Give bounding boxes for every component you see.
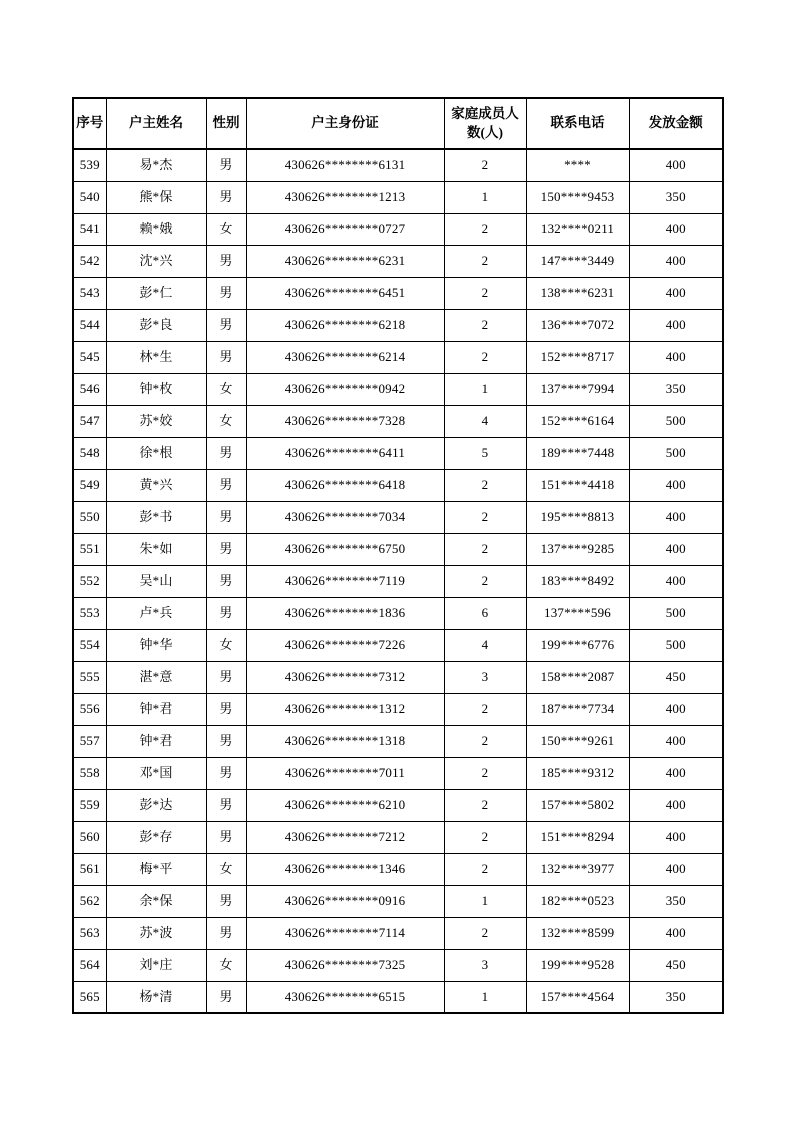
table-row bbox=[73, 949, 723, 981]
cell-gender: 男 bbox=[206, 821, 246, 853]
cell-serial: 548 bbox=[73, 437, 106, 469]
cell-phone: 137****596 bbox=[526, 597, 629, 629]
cell-members: 2 bbox=[444, 469, 526, 501]
table-row bbox=[73, 533, 723, 565]
cell-name: 林*生 bbox=[106, 341, 206, 373]
cell-amount: 400 bbox=[629, 149, 723, 181]
cell-phone: 132****0211 bbox=[526, 213, 629, 245]
cell-amount: 400 bbox=[629, 501, 723, 533]
cell-members: 5 bbox=[444, 437, 526, 469]
cell-members: 4 bbox=[444, 405, 526, 437]
cell-serial: 556 bbox=[73, 693, 106, 725]
cell-phone: 147****3449 bbox=[526, 245, 629, 277]
cell-members: 3 bbox=[444, 661, 526, 693]
cell-members: 2 bbox=[444, 853, 526, 885]
table-row bbox=[73, 981, 723, 1013]
header-serial: 序号 bbox=[73, 98, 106, 149]
cell-gender: 女 bbox=[206, 629, 246, 661]
cell-id: 430626********7312 bbox=[246, 661, 444, 693]
cell-phone: 132****8599 bbox=[526, 917, 629, 949]
cell-id: 430626********7034 bbox=[246, 501, 444, 533]
cell-name: 余*保 bbox=[106, 885, 206, 917]
cell-id: 430626********7119 bbox=[246, 565, 444, 597]
cell-members: 2 bbox=[444, 245, 526, 277]
cell-name: 钟*君 bbox=[106, 693, 206, 725]
cell-name: 卢*兵 bbox=[106, 597, 206, 629]
table-row bbox=[73, 309, 723, 341]
cell-members: 2 bbox=[444, 789, 526, 821]
cell-serial: 540 bbox=[73, 181, 106, 213]
header-amount: 发放金额 bbox=[629, 98, 723, 149]
cell-serial: 547 bbox=[73, 405, 106, 437]
table-body bbox=[73, 149, 723, 1013]
cell-id: 430626********1213 bbox=[246, 181, 444, 213]
cell-id: 430626********6214 bbox=[246, 341, 444, 373]
cell-id: 430626********6750 bbox=[246, 533, 444, 565]
table-row bbox=[73, 725, 723, 757]
cell-phone: 132****3977 bbox=[526, 853, 629, 885]
cell-phone: 157****4564 bbox=[526, 981, 629, 1013]
cell-gender: 女 bbox=[206, 405, 246, 437]
cell-serial: 557 bbox=[73, 725, 106, 757]
cell-members: 2 bbox=[444, 725, 526, 757]
cell-id: 430626********6218 bbox=[246, 309, 444, 341]
cell-id: 430626********7011 bbox=[246, 757, 444, 789]
cell-name: 钟*枚 bbox=[106, 373, 206, 405]
cell-id: 430626********1836 bbox=[246, 597, 444, 629]
cell-members: 4 bbox=[444, 629, 526, 661]
cell-phone: 137****9285 bbox=[526, 533, 629, 565]
cell-amount: 400 bbox=[629, 565, 723, 597]
cell-serial: 558 bbox=[73, 757, 106, 789]
cell-gender: 男 bbox=[206, 469, 246, 501]
cell-id: 430626********7328 bbox=[246, 405, 444, 437]
cell-gender: 男 bbox=[206, 885, 246, 917]
cell-members: 2 bbox=[444, 341, 526, 373]
cell-phone: 152****8717 bbox=[526, 341, 629, 373]
cell-name: 吴*山 bbox=[106, 565, 206, 597]
cell-id: 430626********1346 bbox=[246, 853, 444, 885]
cell-members: 2 bbox=[444, 277, 526, 309]
cell-amount: 400 bbox=[629, 341, 723, 373]
cell-amount: 400 bbox=[629, 757, 723, 789]
cell-phone: 150****9453 bbox=[526, 181, 629, 213]
cell-phone: 182****0523 bbox=[526, 885, 629, 917]
cell-phone: 157****5802 bbox=[526, 789, 629, 821]
cell-gender: 男 bbox=[206, 693, 246, 725]
cell-serial: 559 bbox=[73, 789, 106, 821]
cell-serial: 552 bbox=[73, 565, 106, 597]
cell-id: 430626********1318 bbox=[246, 725, 444, 757]
cell-name: 钟*君 bbox=[106, 725, 206, 757]
cell-gender: 男 bbox=[206, 917, 246, 949]
cell-gender: 男 bbox=[206, 661, 246, 693]
cell-id: 430626********6210 bbox=[246, 789, 444, 821]
cell-phone: 137****7994 bbox=[526, 373, 629, 405]
header-phone: 联系电话 bbox=[526, 98, 629, 149]
cell-members: 1 bbox=[444, 373, 526, 405]
cell-members: 2 bbox=[444, 149, 526, 181]
table-row bbox=[73, 213, 723, 245]
cell-serial: 564 bbox=[73, 949, 106, 981]
cell-phone: 195****8813 bbox=[526, 501, 629, 533]
cell-serial: 551 bbox=[73, 533, 106, 565]
cell-serial: 560 bbox=[73, 821, 106, 853]
header-members: 家庭成员人数(人) bbox=[444, 98, 526, 149]
cell-phone: 189****7448 bbox=[526, 437, 629, 469]
cell-serial: 555 bbox=[73, 661, 106, 693]
cell-amount: 400 bbox=[629, 725, 723, 757]
cell-gender: 女 bbox=[206, 949, 246, 981]
table-row bbox=[73, 501, 723, 533]
table-row bbox=[73, 789, 723, 821]
cell-name: 彭*仁 bbox=[106, 277, 206, 309]
beneficiary-table bbox=[72, 97, 724, 1014]
cell-name: 苏*姣 bbox=[106, 405, 206, 437]
cell-serial: 539 bbox=[73, 149, 106, 181]
cell-name: 杨*清 bbox=[106, 981, 206, 1013]
cell-serial: 563 bbox=[73, 917, 106, 949]
cell-gender: 女 bbox=[206, 213, 246, 245]
cell-amount: 400 bbox=[629, 917, 723, 949]
cell-id: 430626********6131 bbox=[246, 149, 444, 181]
cell-gender: 男 bbox=[206, 149, 246, 181]
cell-amount: 400 bbox=[629, 821, 723, 853]
cell-id: 430626********7226 bbox=[246, 629, 444, 661]
cell-gender: 男 bbox=[206, 597, 246, 629]
cell-serial: 546 bbox=[73, 373, 106, 405]
cell-members: 2 bbox=[444, 213, 526, 245]
cell-phone: 185****9312 bbox=[526, 757, 629, 789]
cell-name: 赖*娥 bbox=[106, 213, 206, 245]
table-row bbox=[73, 821, 723, 853]
cell-gender: 男 bbox=[206, 725, 246, 757]
cell-id: 430626********6451 bbox=[246, 277, 444, 309]
table-row bbox=[73, 405, 723, 437]
cell-gender: 男 bbox=[206, 277, 246, 309]
cell-gender: 男 bbox=[206, 981, 246, 1013]
cell-amount: 500 bbox=[629, 405, 723, 437]
cell-members: 1 bbox=[444, 885, 526, 917]
table-row bbox=[73, 277, 723, 309]
cell-serial: 561 bbox=[73, 853, 106, 885]
cell-name: 黄*兴 bbox=[106, 469, 206, 501]
cell-phone: **** bbox=[526, 149, 629, 181]
cell-name: 湛*意 bbox=[106, 661, 206, 693]
cell-gender: 男 bbox=[206, 789, 246, 821]
cell-id: 430626********6418 bbox=[246, 469, 444, 501]
table-row bbox=[73, 629, 723, 661]
cell-amount: 400 bbox=[629, 277, 723, 309]
cell-serial: 541 bbox=[73, 213, 106, 245]
cell-serial: 565 bbox=[73, 981, 106, 1013]
table-row bbox=[73, 149, 723, 181]
cell-amount: 400 bbox=[629, 309, 723, 341]
cell-members: 6 bbox=[444, 597, 526, 629]
cell-amount: 400 bbox=[629, 533, 723, 565]
cell-members: 2 bbox=[444, 565, 526, 597]
table-row bbox=[73, 181, 723, 213]
cell-gender: 男 bbox=[206, 501, 246, 533]
cell-gender: 男 bbox=[206, 309, 246, 341]
cell-amount: 500 bbox=[629, 597, 723, 629]
header-name: 户主姓名 bbox=[106, 98, 206, 149]
cell-serial: 543 bbox=[73, 277, 106, 309]
table-row bbox=[73, 853, 723, 885]
cell-members: 2 bbox=[444, 501, 526, 533]
cell-name: 彭*达 bbox=[106, 789, 206, 821]
cell-gender: 女 bbox=[206, 373, 246, 405]
cell-members: 3 bbox=[444, 949, 526, 981]
cell-amount: 500 bbox=[629, 437, 723, 469]
cell-serial: 545 bbox=[73, 341, 106, 373]
table-row bbox=[73, 373, 723, 405]
table-row bbox=[73, 885, 723, 917]
cell-members: 1 bbox=[444, 181, 526, 213]
table-row bbox=[73, 917, 723, 949]
cell-phone: 151****8294 bbox=[526, 821, 629, 853]
cell-amount: 350 bbox=[629, 373, 723, 405]
cell-id: 430626********0727 bbox=[246, 213, 444, 245]
cell-id: 430626********7114 bbox=[246, 917, 444, 949]
cell-phone: 199****9528 bbox=[526, 949, 629, 981]
cell-id: 430626********7325 bbox=[246, 949, 444, 981]
cell-gender: 女 bbox=[206, 853, 246, 885]
cell-gender: 男 bbox=[206, 757, 246, 789]
header-row bbox=[73, 98, 723, 149]
table-row bbox=[73, 565, 723, 597]
cell-gender: 男 bbox=[206, 565, 246, 597]
cell-name: 彭*书 bbox=[106, 501, 206, 533]
cell-members: 2 bbox=[444, 821, 526, 853]
cell-phone: 151****4418 bbox=[526, 469, 629, 501]
cell-phone: 152****6164 bbox=[526, 405, 629, 437]
cell-gender: 男 bbox=[206, 245, 246, 277]
cell-gender: 男 bbox=[206, 341, 246, 373]
cell-members: 2 bbox=[444, 309, 526, 341]
cell-id: 430626********6515 bbox=[246, 981, 444, 1013]
cell-name: 邓*国 bbox=[106, 757, 206, 789]
cell-name: 彭*良 bbox=[106, 309, 206, 341]
cell-name: 刘*庄 bbox=[106, 949, 206, 981]
cell-id: 430626********0942 bbox=[246, 373, 444, 405]
cell-phone: 136****7072 bbox=[526, 309, 629, 341]
cell-phone: 158****2087 bbox=[526, 661, 629, 693]
cell-amount: 500 bbox=[629, 629, 723, 661]
table-row bbox=[73, 437, 723, 469]
cell-amount: 400 bbox=[629, 693, 723, 725]
cell-members: 1 bbox=[444, 981, 526, 1013]
cell-amount: 350 bbox=[629, 181, 723, 213]
cell-name: 朱*如 bbox=[106, 533, 206, 565]
cell-id: 430626********1312 bbox=[246, 693, 444, 725]
cell-name: 熊*保 bbox=[106, 181, 206, 213]
cell-amount: 400 bbox=[629, 853, 723, 885]
cell-serial: 542 bbox=[73, 245, 106, 277]
cell-id: 430626********6411 bbox=[246, 437, 444, 469]
cell-members: 2 bbox=[444, 533, 526, 565]
cell-amount: 400 bbox=[629, 469, 723, 501]
cell-phone: 183****8492 bbox=[526, 565, 629, 597]
cell-phone: 150****9261 bbox=[526, 725, 629, 757]
cell-name: 彭*存 bbox=[106, 821, 206, 853]
cell-members: 2 bbox=[444, 693, 526, 725]
cell-gender: 男 bbox=[206, 437, 246, 469]
cell-members: 2 bbox=[444, 757, 526, 789]
cell-serial: 562 bbox=[73, 885, 106, 917]
table-row bbox=[73, 661, 723, 693]
cell-serial: 544 bbox=[73, 309, 106, 341]
cell-id: 430626********7212 bbox=[246, 821, 444, 853]
cell-gender: 男 bbox=[206, 533, 246, 565]
table-header bbox=[73, 98, 723, 149]
cell-serial: 550 bbox=[73, 501, 106, 533]
cell-serial: 554 bbox=[73, 629, 106, 661]
cell-phone: 187****7734 bbox=[526, 693, 629, 725]
cell-amount: 450 bbox=[629, 949, 723, 981]
header-gender: 性别 bbox=[206, 98, 246, 149]
cell-phone: 199****6776 bbox=[526, 629, 629, 661]
cell-amount: 350 bbox=[629, 885, 723, 917]
cell-amount: 400 bbox=[629, 789, 723, 821]
cell-id: 430626********0916 bbox=[246, 885, 444, 917]
cell-name: 钟*华 bbox=[106, 629, 206, 661]
cell-members: 2 bbox=[444, 917, 526, 949]
cell-serial: 549 bbox=[73, 469, 106, 501]
cell-amount: 350 bbox=[629, 981, 723, 1013]
cell-name: 梅*平 bbox=[106, 853, 206, 885]
cell-name: 徐*根 bbox=[106, 437, 206, 469]
table-row bbox=[73, 341, 723, 373]
cell-serial: 553 bbox=[73, 597, 106, 629]
cell-name: 苏*波 bbox=[106, 917, 206, 949]
table-row bbox=[73, 693, 723, 725]
cell-phone: 138****6231 bbox=[526, 277, 629, 309]
table-row bbox=[73, 245, 723, 277]
table-row bbox=[73, 469, 723, 501]
table-row bbox=[73, 597, 723, 629]
cell-name: 易*杰 bbox=[106, 149, 206, 181]
cell-id: 430626********6231 bbox=[246, 245, 444, 277]
cell-name: 沈*兴 bbox=[106, 245, 206, 277]
cell-gender: 男 bbox=[206, 181, 246, 213]
header-id: 户主身份证 bbox=[246, 98, 444, 149]
cell-amount: 450 bbox=[629, 661, 723, 693]
cell-amount: 400 bbox=[629, 213, 723, 245]
cell-amount: 400 bbox=[629, 245, 723, 277]
table-row bbox=[73, 757, 723, 789]
